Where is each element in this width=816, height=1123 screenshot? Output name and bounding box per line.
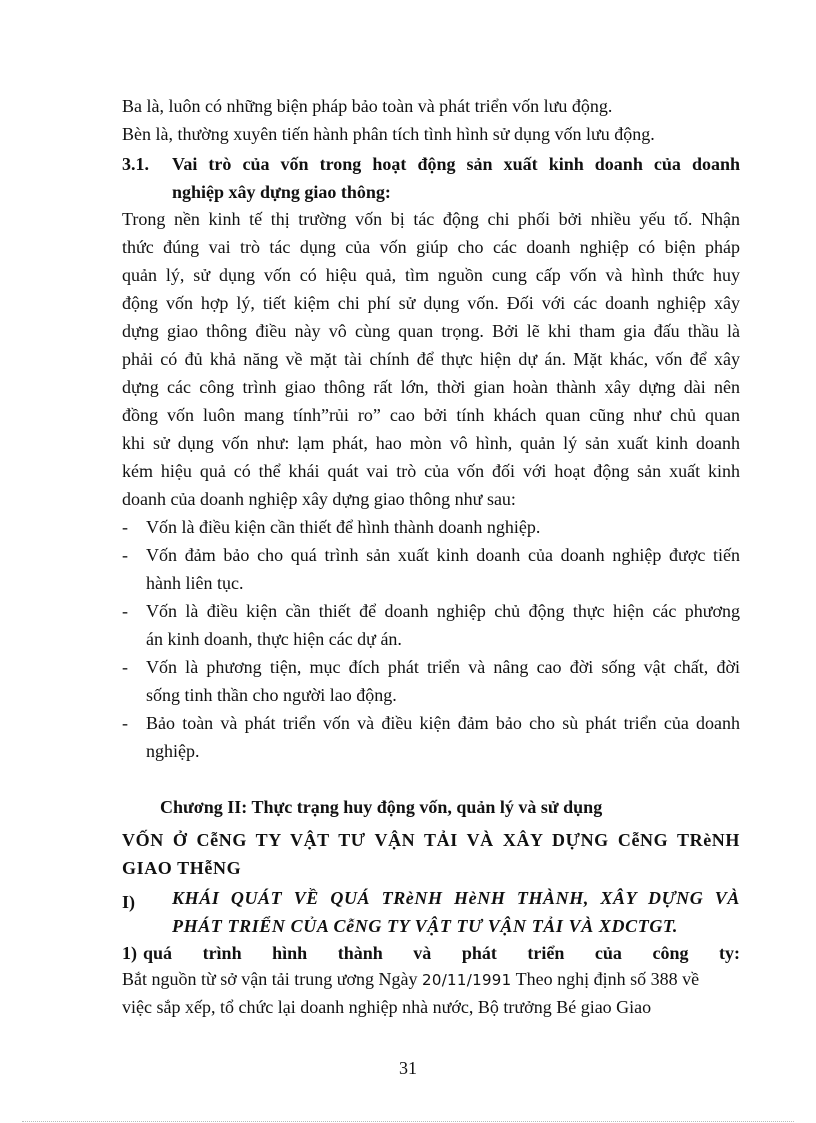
section-i-title: KHÁI QUÁT VỀ QUÁ TRèNH HèNH THÀNH, XÂY DỰNG VÀ xyxy=(172,888,740,908)
bullet-marker: - xyxy=(122,517,128,537)
closing-line xyxy=(122,966,740,993)
chapter-caps-title: GIAO THễNG xyxy=(122,858,242,878)
paragraph-line: Trong nền kinh tế thị trường vốn bị tác động chi phối bởi nhiều yếu tố. Nhận xyxy=(122,209,740,229)
section-i-title: PHÁT TRIỂN CỦA CễNG TY VẬT TƯ VẬN TẢI VÀ XDCTGT. xyxy=(172,916,678,936)
paragraph-line: doanh của doanh nghiệp xây dựng giao thông như sau: xyxy=(122,489,516,509)
bullet-marker: - xyxy=(122,545,128,565)
chapter-caps-title: VỐN Ở CễNG TY VẬT TƯ VẬN TẢI VÀ XÂY DỰNG CễNG TRèNH xyxy=(122,830,740,850)
bullet-item-continuation: hành liên tục. xyxy=(146,573,244,593)
closing-line: việc sắp xếp, tổ chức lại doanh nghiệp nhà nước, Bộ trưởng Bé giao Giao xyxy=(122,997,652,1017)
subsection-title: quá trình hình thành và phát triển của công ty: xyxy=(143,943,740,963)
section-i-number: I) xyxy=(122,892,135,912)
paragraph-line: đồng vốn luôn mang tính”rủi ro” cao bởi tính khách quan cũng như chủ quan xyxy=(122,405,740,425)
bullet-item-continuation: án kinh doanh, thực hiện các dự án. xyxy=(146,629,402,649)
bullet-marker: - xyxy=(122,657,128,677)
closing-text: Theo nghị định số 388 về xyxy=(511,969,700,989)
bullet-item-continuation: nghiệp. xyxy=(146,741,200,761)
bullet-item-continuation: sống tinh thần cho người lao động. xyxy=(146,685,397,705)
subsection-number: 1) xyxy=(122,943,137,963)
paragraph-line: kém hiệu quả có thể khái quát vai trò của vốn đối với hoạt động sản xuất kinh xyxy=(122,461,740,481)
section-title: nghiệp xây dựng giao thông: xyxy=(172,182,391,202)
bullet-item: Bảo toàn và phát triển vốn và điều kiện đảm bảo cho sù phát triển của doanh xyxy=(146,713,740,733)
paragraph-line: quản lý, sử dụng vốn có hiệu quả, tìm nguồn cung cấp vốn và hình thức huy xyxy=(122,265,740,285)
paragraph-line: khi sử dụng vốn như: lạm phát, hao mòn vô hình, quản lý sản xuất kinh doanh xyxy=(122,433,740,453)
bullet-item: Vốn là điều kiện cần thiết để doanh nghiệp chủ động thực hiện các phương xyxy=(146,601,740,621)
bullet-item: Vốn là phương tiện, mục đích phát triển và nâng cao đời sống vật chất, đời xyxy=(146,657,740,677)
date-text: 20/11/1991 xyxy=(422,971,512,989)
chapter-heading: Chương II: Thực trạng huy động vốn, quản lý và sử dụng xyxy=(160,797,603,817)
closing-text: Bắt nguồn từ sở vận tải trung ương Ngày xyxy=(122,969,423,989)
section-number: 3.1. xyxy=(122,154,149,174)
paragraph-line: dựng giao thông điều này vô cùng quan trọng. Bởi lẽ khi tham gia đấu thầu là xyxy=(122,321,740,341)
bullet-marker: - xyxy=(122,713,128,733)
bullet-item: Vốn là điều kiện cần thiết để hình thành doanh nghiệp. xyxy=(146,517,541,537)
subsection-heading-row xyxy=(122,940,740,966)
paragraph-line: dựng các công trình giao thông rất lớn, thời gian hoàn thành xây dựng dài nên xyxy=(122,377,740,397)
paragraph-line: phải có đủ khả năng về mặt tài chính để thực hiện dự án. Mặt khác, vốn để xây xyxy=(122,349,740,369)
page-number: 31 xyxy=(399,1058,417,1078)
intro-line: Bèn là, thường xuyên tiến hành phân tích tình hình sử dụng vốn lưu động. xyxy=(122,124,655,144)
intro-line: Ba là, luôn có những biện pháp bảo toàn và phát triển vốn lưu động. xyxy=(122,96,613,116)
paragraph-line: thức đúng vai trò tác dụng của vốn giúp cho các doanh nghiệp có biện pháp xyxy=(122,237,740,257)
subsection-heading xyxy=(122,940,740,966)
bullet-item: Vốn đảm bảo cho quá trình sản xuất kinh doanh của doanh nghiệp được tiến xyxy=(146,545,740,565)
paragraph-line: động vốn hợp lý, tiết kiệm chi phí sử dụng vốn. Đối với các doanh nghiệp xây xyxy=(122,293,740,313)
bullet-marker: - xyxy=(122,601,128,621)
page-bottom-rule xyxy=(22,1121,794,1122)
section-title: Vai trò của vốn trong hoạt động sản xuất kinh doanh của doanh xyxy=(172,154,740,174)
